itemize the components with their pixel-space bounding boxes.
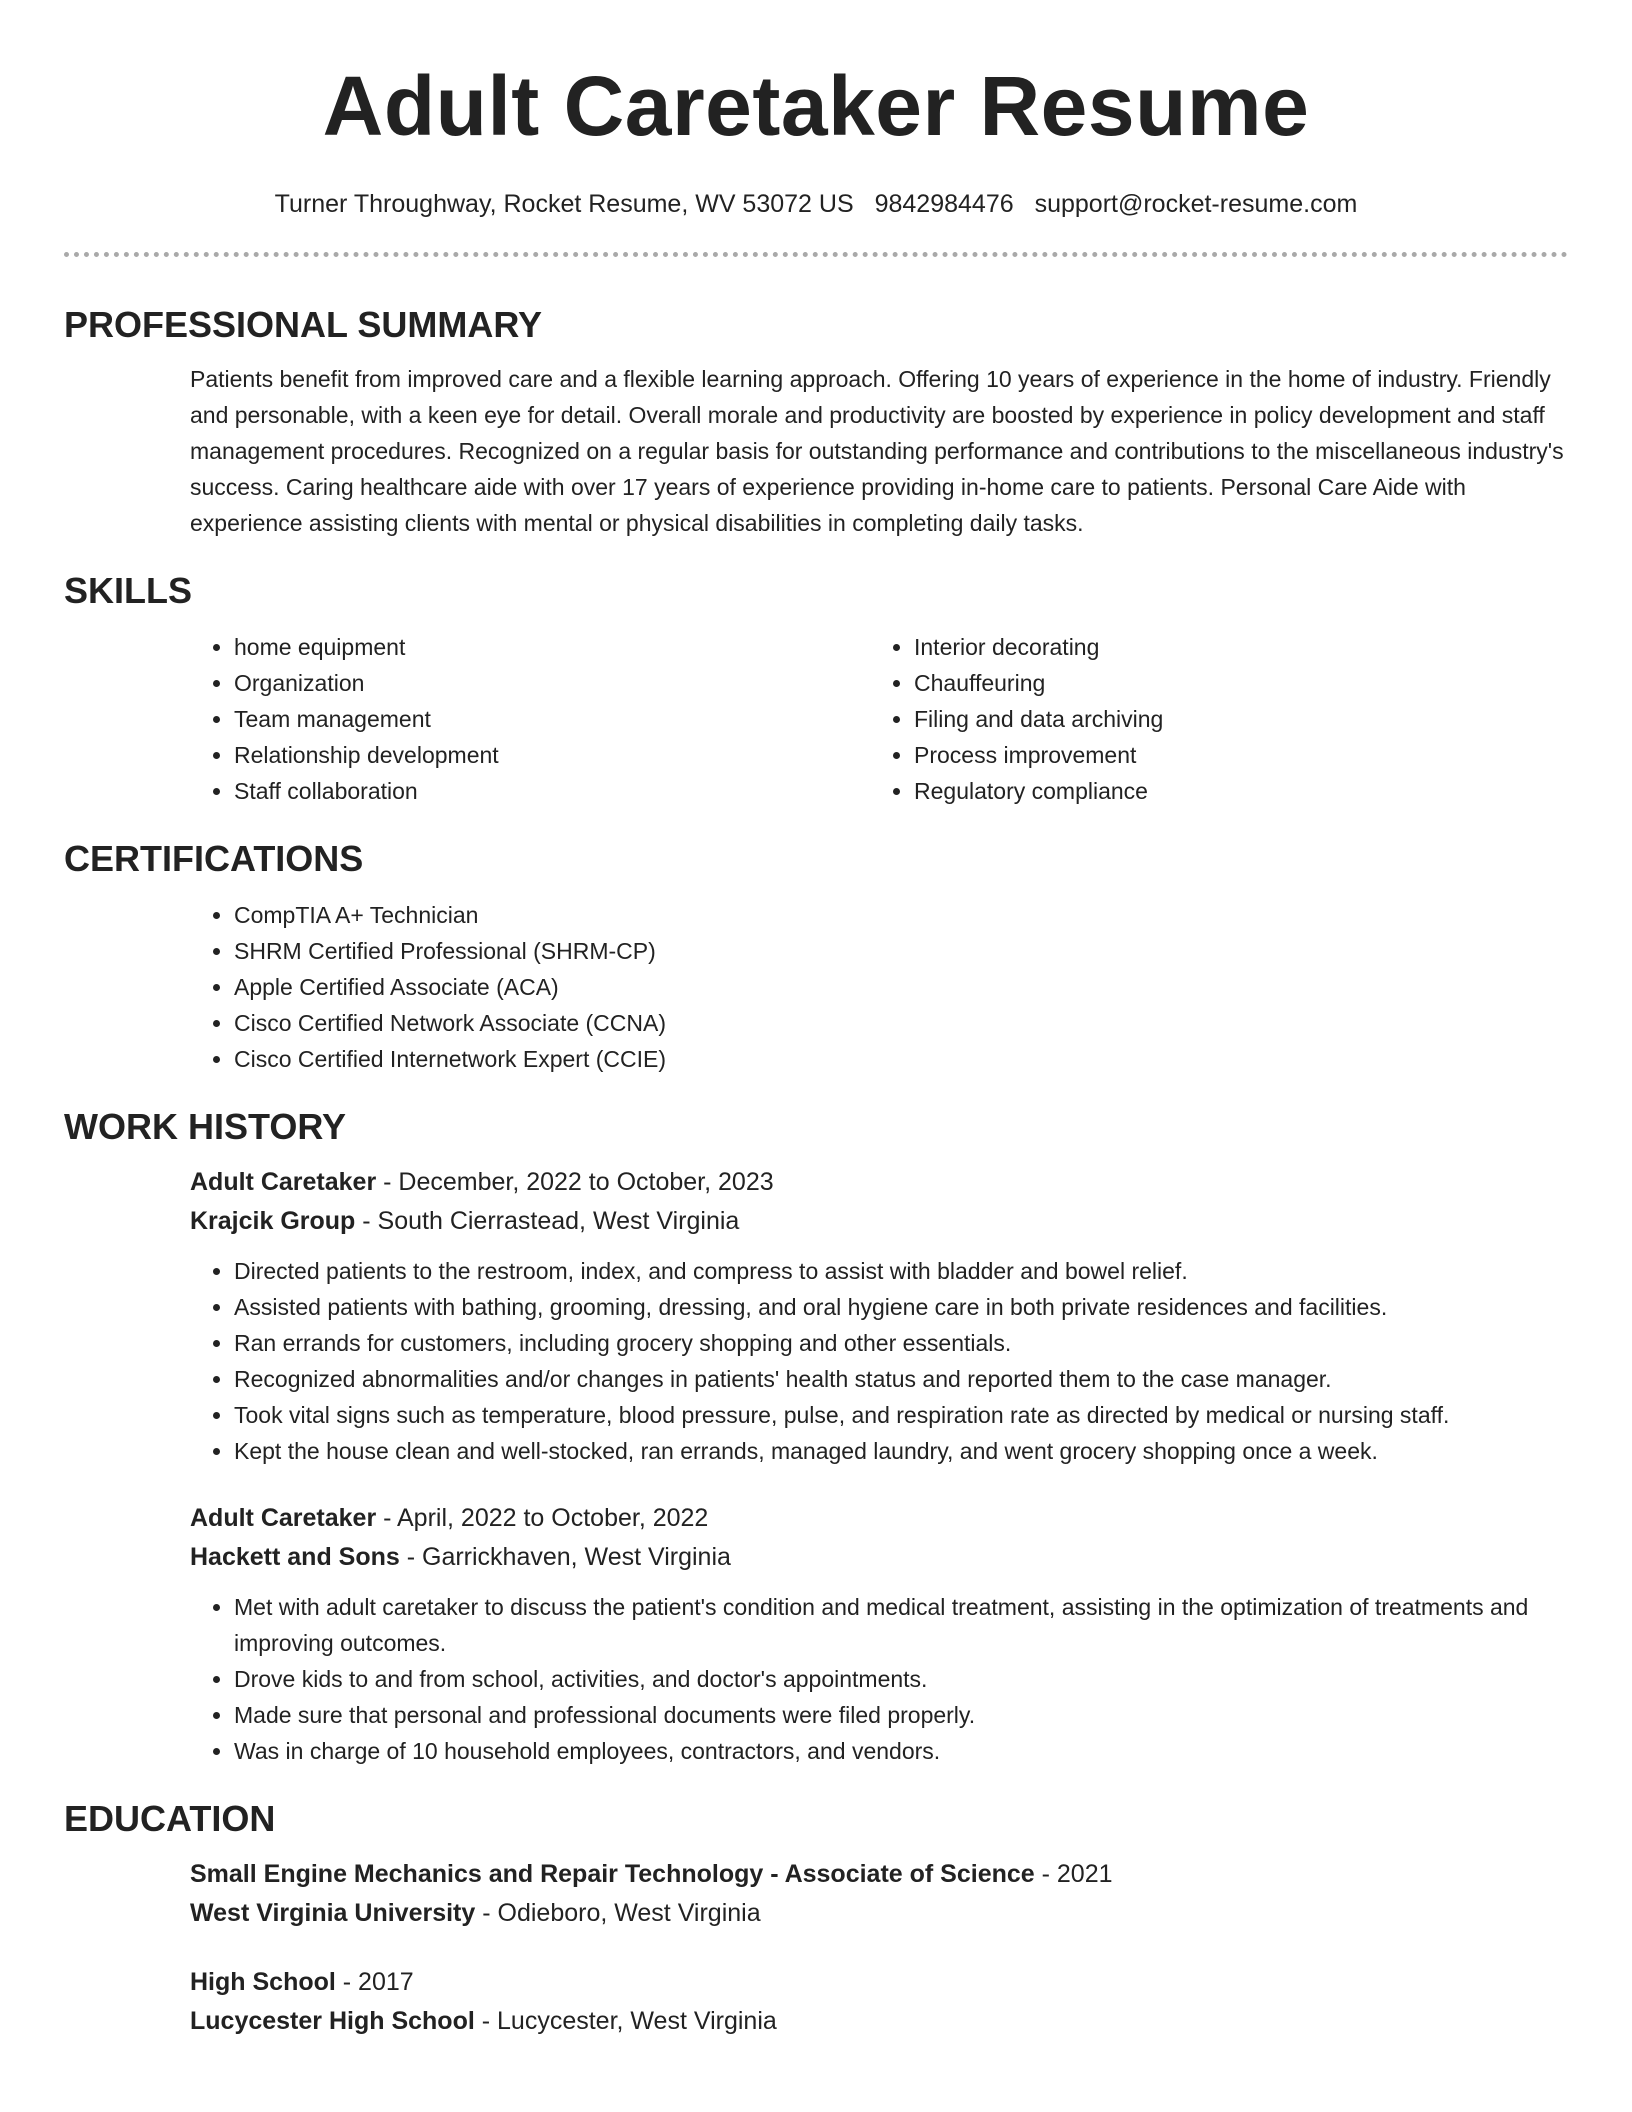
skill-item: • Chauffeuring bbox=[914, 665, 1550, 701]
job-bullet: • Kept the house clean and well-stocked, ran errands, managed laundry, and went grocery shopping once a week. bbox=[234, 1433, 1568, 1469]
education-section bbox=[64, 1797, 1568, 2041]
job-title-line bbox=[190, 1499, 1568, 1538]
education-degree: Small Engine Mechanics and Repair Technology - Associate of Science bbox=[190, 1860, 1035, 1888]
job-company-line bbox=[190, 1538, 1568, 1577]
education-year: - 2017 bbox=[335, 1968, 414, 1996]
job-bullet: • Recognized abnormalities and/or changes in patients' health status and reported them to the case manager. bbox=[234, 1361, 1568, 1397]
resume-title: Adult Caretaker Resume bbox=[322, 59, 1310, 153]
education-degree-line bbox=[190, 1855, 1568, 1894]
education-location: - Lucycester, West Virginia bbox=[474, 2007, 777, 2035]
job-title: Adult Caretaker bbox=[190, 1168, 377, 1196]
job-bullet: • Was in charge of 10 household employees, contractors, and vendors. bbox=[234, 1733, 1568, 1769]
skill-item: • Regulatory compliance bbox=[914, 773, 1550, 809]
skills-section bbox=[64, 569, 1568, 809]
education-degree-line bbox=[190, 1963, 1568, 2002]
certification-item: • SHRM Certified Professional (SHRM-CP) bbox=[234, 933, 1568, 969]
skill-item: • Process improvement bbox=[914, 737, 1550, 773]
certification-item: • Cisco Certified Network Associate (CCNA) bbox=[234, 1005, 1568, 1041]
skills-column-right bbox=[870, 629, 1550, 809]
skill-item: • Team management bbox=[234, 701, 870, 737]
education-entry bbox=[190, 1855, 1568, 1933]
job-location: - Garrickhaven, West Virginia bbox=[399, 1543, 731, 1571]
job-company: Krajcik Group bbox=[190, 1207, 356, 1235]
contact-line bbox=[64, 186, 1568, 222]
education-school: Lucycester High School bbox=[190, 2007, 475, 2035]
skill-item: • home equipment bbox=[234, 629, 870, 665]
job-entry bbox=[190, 1163, 1568, 1469]
contact-email: support@rocket-resume.com bbox=[1034, 190, 1358, 218]
job-entry bbox=[190, 1499, 1568, 1769]
skill-item: • Organization bbox=[234, 665, 870, 701]
work-history-section bbox=[64, 1105, 1568, 1769]
education-school-line bbox=[190, 1894, 1568, 1933]
skill-item: • Staff collaboration bbox=[234, 773, 870, 809]
summary-text: Patients benefit from improved care and a flexible learning approach. Offering 10 years of experience in the home of industry. Friendly and personable, with a keen eye for detail. Overall morale and productivity are boosted by experience in policy development and staff management procedures. Recognized on a regular basis for outstanding performance and contributions to the miscellaneous industry's success. Caring healthcare aide with over 17 years of experience providing in-home care to patients. Personal Care Aide with experience assisting clients with mental or physical disabilities in completing daily tasks. bbox=[190, 366, 1564, 536]
job-bullet: • Took vital signs such as temperature, blood pressure, pulse, and respiration rate as directed by medical or nursing staff. bbox=[234, 1397, 1568, 1433]
contact-address: Turner Throughway, Rocket Resume, WV 53072 US bbox=[274, 190, 854, 218]
summary-heading: PROFESSIONAL SUMMARY bbox=[64, 304, 543, 345]
job-bullet: • Ran errands for customers, including grocery shopping and other essentials. bbox=[234, 1325, 1568, 1361]
education-school-line bbox=[190, 2002, 1568, 2041]
job-bullet: • Directed patients to the restroom, index, and compress to assist with bladder and bowel relief. bbox=[234, 1253, 1568, 1289]
certifications-section bbox=[64, 837, 1568, 1077]
education-heading: EDUCATION bbox=[64, 1798, 276, 1839]
skills-column-left bbox=[190, 629, 870, 809]
summary-section bbox=[64, 303, 1568, 541]
job-title-line bbox=[190, 1163, 1568, 1202]
header-divider bbox=[64, 252, 1568, 257]
education-degree: High School bbox=[190, 1968, 336, 1996]
skills-heading: SKILLS bbox=[64, 570, 193, 611]
work-history-heading: WORK HISTORY bbox=[64, 1106, 347, 1147]
contact-phone: 9842984476 bbox=[874, 190, 1014, 218]
job-bullet: • Drove kids to and from school, activities, and doctor's appointments. bbox=[234, 1661, 1568, 1697]
education-location: - Odieboro, West Virginia bbox=[475, 1899, 761, 1927]
job-company-line bbox=[190, 1202, 1568, 1241]
education-entry bbox=[190, 1963, 1568, 2041]
job-title: Adult Caretaker bbox=[190, 1504, 377, 1532]
education-year: - 2021 bbox=[1034, 1860, 1113, 1888]
job-company: Hackett and Sons bbox=[190, 1543, 400, 1571]
job-bullet: • Made sure that personal and professional documents were filed properly. bbox=[234, 1697, 1568, 1733]
job-dates: - April, 2022 to October, 2022 bbox=[376, 1504, 709, 1532]
education-school: West Virginia University bbox=[190, 1899, 476, 1927]
certification-item: • CompTIA A+ Technician bbox=[234, 897, 1568, 933]
skill-item: • Filing and data archiving bbox=[914, 701, 1550, 737]
skill-item: • Interior decorating bbox=[914, 629, 1550, 665]
skill-item: • Relationship development bbox=[234, 737, 870, 773]
certification-item: • Apple Certified Associate (ACA) bbox=[234, 969, 1568, 1005]
certification-item: • Cisco Certified Internetwork Expert (CCIE) bbox=[234, 1041, 1568, 1077]
job-location: - South Cierrastead, West Virginia bbox=[355, 1207, 740, 1235]
certifications-heading: CERTIFICATIONS bbox=[64, 838, 364, 879]
job-dates: - December, 2022 to October, 2023 bbox=[376, 1168, 774, 1196]
job-bullet: • Assisted patients with bathing, grooming, dressing, and oral hygiene care in both private residences and facilities. bbox=[234, 1289, 1568, 1325]
job-bullet: • Met with adult caretaker to discuss the patient's condition and medical treatment, assisting in the optimization of treatments and improving outcomes. bbox=[234, 1589, 1568, 1661]
